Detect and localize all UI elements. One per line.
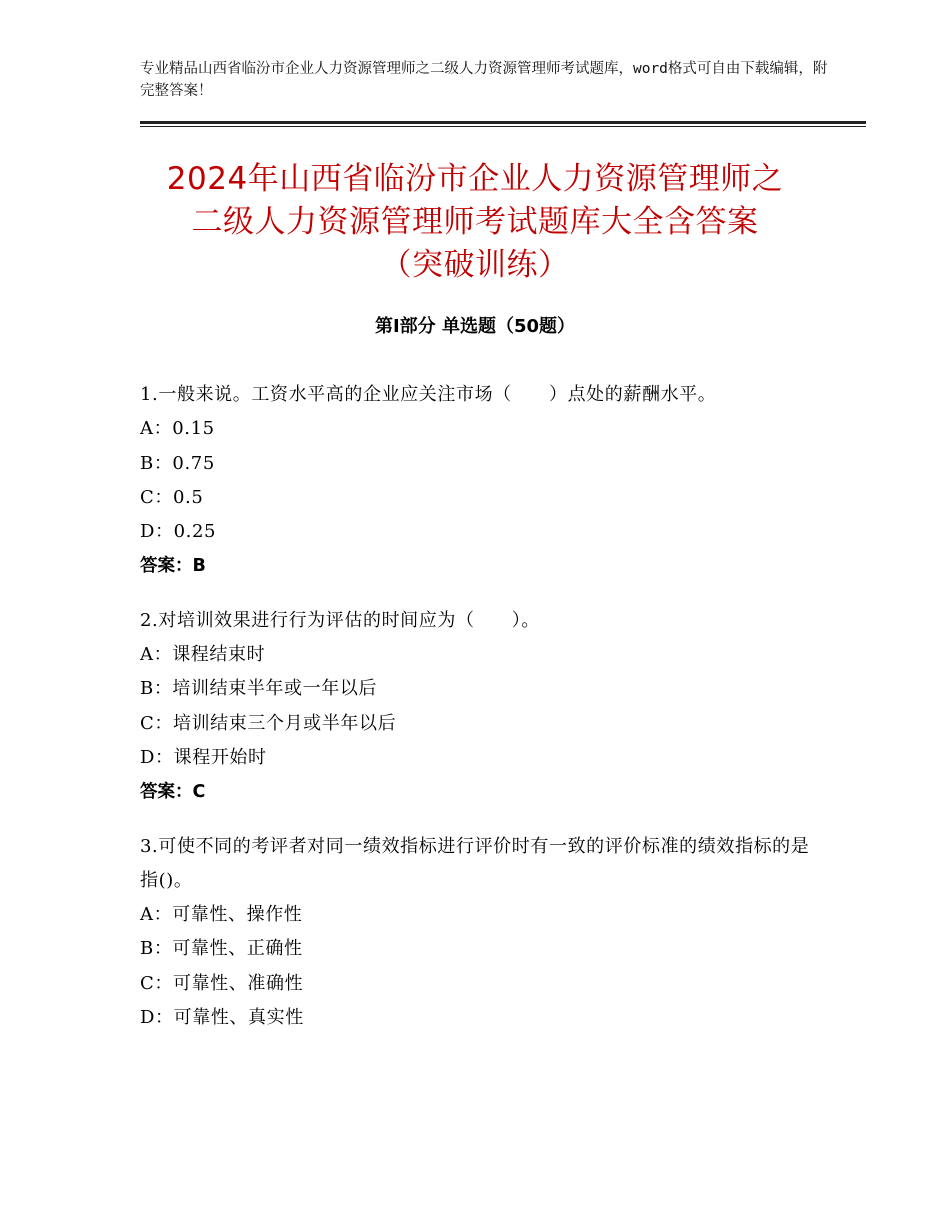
header-rule-thin (140, 126, 866, 127)
answer: 答案：C (140, 782, 206, 803)
option-b: B：可靠性、正确性 (140, 938, 303, 960)
title-line-2: 二级人力资源管理师考试题库大全含答案 (191, 204, 759, 240)
option-d: D：0.25 (140, 521, 217, 543)
header-note: 专业精品山西省临汾市企业人力资源管理师之二级人力资源管理师考试题库，word格式可自由下载编辑，附完整答案！ (140, 61, 828, 99)
section-heading: 第Ⅰ部分 单选题（50题） (374, 316, 575, 337)
option-c: C：可靠性、准确性 (140, 972, 304, 994)
option-a: A：课程结束时 (140, 644, 266, 666)
question-stem: 3.可使不同的考评者对同一绩效指标进行评价时有一致的评价标准的绩效指标的是指()。 (140, 835, 810, 891)
question-list (140, 378, 820, 1055)
question-3 (140, 830, 820, 1036)
document-title (110, 158, 840, 287)
option-c: C：培训结束三个月或半年以后 (140, 712, 397, 734)
question-stem: 1.一般来说。工资水平高的企业应关注市场（ ）点处的薪酬水平。 (140, 384, 717, 405)
answer: 答案：B (140, 556, 206, 577)
question-stem: 2.对培训效果进行行为评估的时间应为（ ）。 (140, 609, 540, 631)
option-a: A：可靠性、操作性 (140, 904, 303, 926)
option-d: D：课程开始时 (140, 746, 267, 768)
question-1 (140, 378, 820, 584)
header-rule-thick (140, 121, 866, 124)
option-b: B：培训结束半年或一年以后 (140, 678, 378, 700)
option-a: A：0.15 (140, 418, 215, 440)
option-d: D：可靠性、真实性 (140, 1007, 304, 1029)
option-b: B：0.75 (140, 452, 215, 474)
question-2 (140, 604, 820, 810)
title-line-3: （突破训练） (380, 247, 570, 283)
title-line-1: 2024年山西省临汾市企业人力资源管理师之 (166, 161, 784, 197)
option-c: C：0.5 (140, 486, 204, 508)
